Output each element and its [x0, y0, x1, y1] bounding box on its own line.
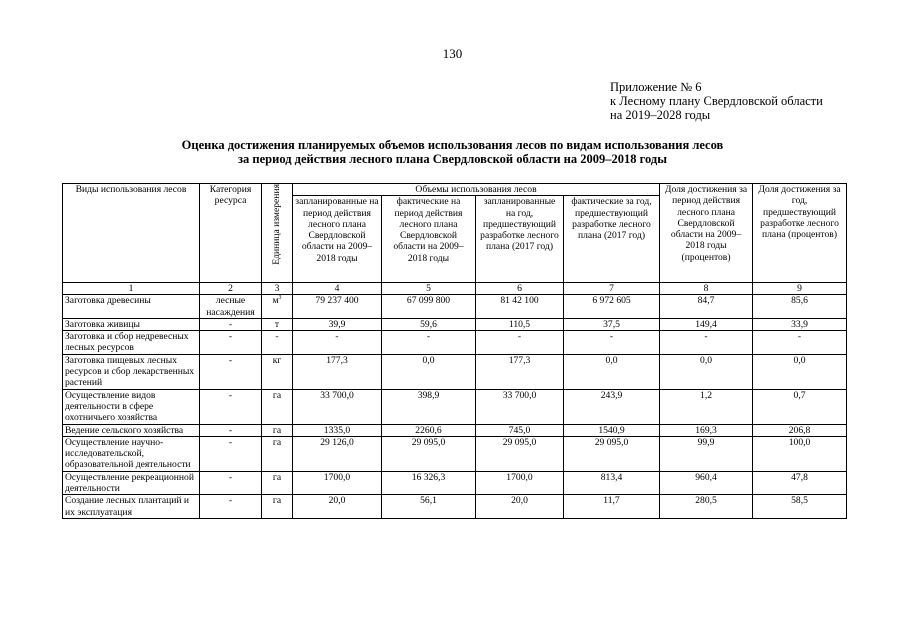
cell-category-text: -	[228, 331, 233, 343]
cell-unit-text: га	[272, 495, 282, 507]
cell-share-year-text: 85,6	[791, 295, 808, 307]
cell-actual-year	[564, 331, 660, 355]
cell-type-text: Осуществление видов деятельности в сфере охотничьего хозяйства	[65, 389, 158, 424]
cell-planned-year	[476, 436, 564, 471]
cell-unit-text: га	[272, 436, 282, 448]
cell-category	[200, 495, 262, 519]
cell-planned-period-text: -	[335, 331, 339, 343]
cell-planned-year	[476, 295, 564, 319]
cell-actual-period-text: 56,1	[420, 495, 437, 507]
cell-type-text: Заготовка и сбор недревесных лесных ресурсов	[65, 331, 189, 354]
cell-type-text: Заготовка пищевых лесных ресурсов и сбор лекарственных растений	[65, 354, 195, 389]
cell-planned-period-text: 39,9	[328, 318, 346, 330]
cell-category-text: -	[228, 318, 233, 330]
cell-actual-period-text: 2260,6	[415, 424, 442, 436]
cell-actual-period	[382, 495, 476, 519]
cell-planned-year-text: 29 095,0	[502, 436, 537, 448]
cell-actual-year-text: 1540,9	[598, 424, 625, 436]
column-number: 7	[564, 283, 660, 295]
cell-planned-period	[293, 354, 382, 389]
cell-share-period-text: 1,2	[700, 389, 713, 401]
column-number: 2	[200, 283, 262, 295]
table-row	[63, 318, 847, 330]
cell-actual-year	[564, 354, 660, 389]
cell-unit-text: т	[274, 318, 280, 330]
cell-category-text: -	[228, 354, 233, 366]
cell-planned-period-text: 79 237 400	[315, 295, 359, 307]
cell-type	[63, 318, 200, 330]
cell-share-period	[660, 436, 753, 471]
cell-category-text: -	[228, 471, 233, 483]
cell-actual-year-text: -	[609, 331, 614, 343]
cell-type-text: Создание лесных плантаций и их эксплуатация	[65, 495, 190, 518]
cell-share-year	[753, 354, 847, 389]
header-share-period: Доля достижения за период действия лесного плана Свердловской области на 2009–2018 годы (процентов)	[660, 184, 753, 283]
cell-share-year	[753, 318, 847, 330]
cell-actual-period-text: 67 099 800	[406, 295, 451, 307]
forest-use-table	[62, 183, 847, 519]
cell-share-year	[753, 424, 847, 436]
cell-category-text: -	[228, 495, 233, 507]
cell-actual-year	[564, 436, 660, 471]
table-row	[63, 436, 847, 471]
cell-planned-year-text: 33 700,0	[502, 389, 537, 401]
cell-actual-period-text: 0,0	[422, 354, 435, 366]
header-category: Категория ресурса	[200, 184, 262, 283]
cell-share-period-text: 99,9	[697, 436, 715, 448]
cell-planned-period-text: 29 126,0	[320, 436, 354, 448]
cell-category	[200, 424, 262, 436]
cell-category	[200, 471, 262, 495]
cell-actual-year-text: 11,7	[603, 495, 620, 507]
column-number: 8	[660, 283, 753, 295]
cell-actual-year	[564, 389, 660, 424]
cell-planned-year-text: 1700,0	[506, 471, 533, 483]
column-number: 4	[293, 283, 382, 295]
column-number: 3	[262, 283, 293, 295]
cell-actual-period-text: 398,9	[417, 389, 440, 401]
cell-planned-year-text: 110,5	[508, 318, 531, 330]
cell-unit	[262, 436, 293, 471]
cell-type-text: Заготовка живицы	[65, 318, 141, 330]
cell-share-year-text: 58,5	[791, 495, 808, 507]
cell-share-period-text: 960,4	[695, 471, 717, 483]
cell-planned-period	[293, 495, 382, 519]
cell-actual-year-text: 6 972 605	[592, 295, 631, 307]
cell-share-period-text: 149,4	[695, 318, 717, 330]
table-row	[63, 295, 847, 319]
cell-category	[200, 436, 262, 471]
cell-actual-year-text: 0,0	[605, 354, 618, 366]
cell-share-year	[753, 295, 847, 319]
cell-actual-period	[382, 331, 476, 355]
cell-share-period	[660, 471, 753, 495]
cell-planned-year-text: 745,0	[508, 424, 531, 436]
cell-unit-text: га	[272, 389, 282, 401]
header-volumes: Объемы использования лесов	[293, 184, 660, 196]
cell-share-year	[753, 436, 847, 471]
cell-type	[63, 436, 200, 471]
cell-unit	[262, 471, 293, 495]
cell-share-year	[753, 331, 847, 355]
cell-planned-year-text: 20,0	[511, 495, 528, 507]
cell-planned-period	[293, 424, 382, 436]
cell-actual-period-text: -	[426, 331, 431, 343]
cell-actual-year	[564, 295, 660, 319]
table-row	[63, 495, 847, 519]
header-unit	[262, 184, 293, 283]
table-row	[63, 331, 847, 355]
cell-share-period	[660, 354, 753, 389]
cell-share-year	[753, 471, 847, 495]
cell-planned-year-text: 81 42 100	[500, 295, 539, 307]
appendix-line-3: на 2019–2028 годы	[610, 108, 711, 122]
cell-actual-year	[564, 424, 660, 436]
header-actual-period: фактические на период действия лесного плана Свердловской области на 2009–2018 годы	[382, 196, 476, 283]
cell-type	[63, 354, 200, 389]
header-share-year: Доля достижения за год, предшествующий разработке лесного плана (процентов)	[753, 184, 847, 283]
cell-category-text: лесные насаждения	[206, 295, 255, 318]
cell-unit	[262, 389, 293, 424]
cell-planned-year	[476, 495, 564, 519]
cell-category	[200, 354, 262, 389]
cell-actual-period-text: 29 095,0	[411, 436, 446, 448]
table-row	[63, 354, 847, 389]
cell-planned-period	[293, 436, 382, 471]
cell-planned-period	[293, 318, 382, 330]
cell-type	[63, 331, 200, 355]
cell-share-period	[660, 318, 753, 330]
cell-type-text: Ведение сельского хозяйства	[65, 424, 184, 436]
cell-category	[200, 295, 262, 319]
header-unit-text: Единица измерения	[271, 184, 283, 265]
header-type: Виды использования лесов	[63, 184, 200, 283]
cell-planned-year	[476, 424, 564, 436]
table-row	[63, 424, 847, 436]
cell-type-text: Осуществление рекреационной деятельности	[65, 471, 194, 495]
cell-planned-period-text: 1700,0	[323, 471, 351, 483]
cell-planned-period	[293, 389, 382, 424]
cell-type	[63, 295, 200, 319]
cell-planned-period-text: 1335,0	[323, 424, 351, 436]
document-title	[0, 138, 905, 166]
cell-share-period-text: 0,0	[700, 354, 713, 366]
table-row	[63, 471, 847, 495]
cell-unit	[262, 331, 293, 355]
cell-unit-text: га	[272, 424, 282, 436]
cell-actual-period-text: 59,6	[420, 318, 437, 330]
cell-unit	[262, 424, 293, 436]
appendix-line-1: Приложение № 6	[610, 80, 702, 94]
cell-type-text: Заготовка древесины	[65, 295, 151, 307]
cell-type	[63, 471, 200, 495]
header-planned-year: запланированные на год, предшествующий разработке лесного плана (2017 год)	[476, 196, 564, 283]
unit-superscript: 3	[278, 295, 282, 302]
cell-category	[200, 389, 262, 424]
cell-unit-text: кг	[272, 354, 282, 366]
cell-planned-period	[293, 295, 382, 319]
header-planned-period: запланированные на период действия лесного плана Свердловской области на 2009–2018 годы	[293, 196, 382, 283]
appendix-line-2: к Лесному плану Свердловской области	[610, 94, 823, 108]
cell-share-year	[753, 389, 847, 424]
cell-share-year-text: 0,7	[793, 389, 806, 401]
cell-actual-period	[382, 471, 476, 495]
cell-share-period-text: 169,3	[695, 424, 717, 436]
title-line-2: за период действия лесного плана Свердловской области на 2009–2018 годы	[238, 152, 667, 166]
cell-actual-year-text: 29 095,0	[594, 436, 629, 448]
cell-planned-period-text: 177,3	[326, 354, 348, 366]
cell-share-year-text: -	[797, 331, 802, 343]
cell-share-year-text: 206,8	[788, 424, 811, 436]
cell-share-period-text: 84,7	[697, 295, 715, 307]
page-number: 130	[442, 46, 463, 61]
cell-planned-year-text: 177,3	[508, 354, 531, 366]
cell-unit	[262, 354, 293, 389]
column-number: 5	[382, 283, 476, 295]
cell-share-period-text: 280,5	[695, 495, 717, 507]
cell-share-period	[660, 389, 753, 424]
cell-planned-year	[476, 389, 564, 424]
cell-share-period	[660, 424, 753, 436]
cell-actual-year	[564, 495, 660, 519]
cell-share-year-text: 33,9	[791, 318, 808, 330]
table-row	[63, 389, 847, 424]
cell-actual-period	[382, 295, 476, 319]
cell-planned-period	[293, 471, 382, 495]
appendix-note	[610, 80, 823, 122]
cell-share-period	[660, 331, 753, 355]
cell-planned-period-text: 20,0	[328, 495, 346, 507]
cell-share-period-text: -	[704, 331, 708, 343]
cell-type	[63, 495, 200, 519]
cell-unit	[262, 295, 293, 319]
column-number: 6	[476, 283, 564, 295]
cell-actual-year	[564, 318, 660, 330]
cell-unit-text: м	[272, 295, 279, 307]
cell-planned-year	[476, 354, 564, 389]
cell-category-text: -	[228, 389, 233, 401]
cell-planned-year	[476, 331, 564, 355]
cell-planned-year-text: -	[517, 331, 522, 343]
cell-share-period	[660, 295, 753, 319]
cell-actual-period	[382, 354, 476, 389]
cell-actual-period	[382, 318, 476, 330]
header-actual-year: фактические за год, предшествующий разработке лесного плана (2017 год)	[564, 196, 660, 283]
cell-category	[200, 331, 262, 355]
cell-category-text: -	[228, 424, 233, 436]
cell-share-year-text: 100,0	[788, 436, 811, 448]
cell-actual-year-text: 37,5	[603, 318, 620, 330]
column-number: 1	[63, 283, 200, 295]
cell-category-text: -	[228, 436, 233, 448]
column-number: 9	[753, 283, 847, 295]
cell-actual-period	[382, 424, 476, 436]
cell-unit	[262, 495, 293, 519]
cell-share-year	[753, 495, 847, 519]
cell-planned-period	[293, 331, 382, 355]
cell-unit-text: -	[275, 331, 279, 343]
cell-unit	[262, 318, 293, 330]
cell-actual-period	[382, 389, 476, 424]
cell-actual-year	[564, 471, 660, 495]
cell-actual-year-text: 813,4	[600, 471, 623, 483]
cell-category	[200, 318, 262, 330]
cell-type	[63, 389, 200, 424]
cell-actual-year-text: 243,9	[600, 389, 623, 401]
cell-share-year-text: 47,8	[791, 471, 808, 483]
cell-share-period	[660, 495, 753, 519]
cell-planned-year	[476, 471, 564, 495]
cell-actual-period-text: 16 326,3	[411, 471, 446, 483]
cell-actual-period	[382, 436, 476, 471]
cell-unit-text: га	[272, 471, 282, 483]
cell-share-year-text: 0,0	[793, 354, 806, 366]
table-body	[63, 283, 847, 519]
title-line-1: Оценка достижения планируемых объемов использования лесов по видам использования лесов	[181, 138, 724, 152]
cell-type-text: Осуществление научно-исследовательской, образовательной деятельности	[65, 436, 191, 471]
column-number-row	[63, 283, 847, 295]
cell-type	[63, 424, 200, 436]
cell-planned-period-text: 33 700,0	[320, 389, 354, 401]
cell-planned-year	[476, 318, 564, 330]
